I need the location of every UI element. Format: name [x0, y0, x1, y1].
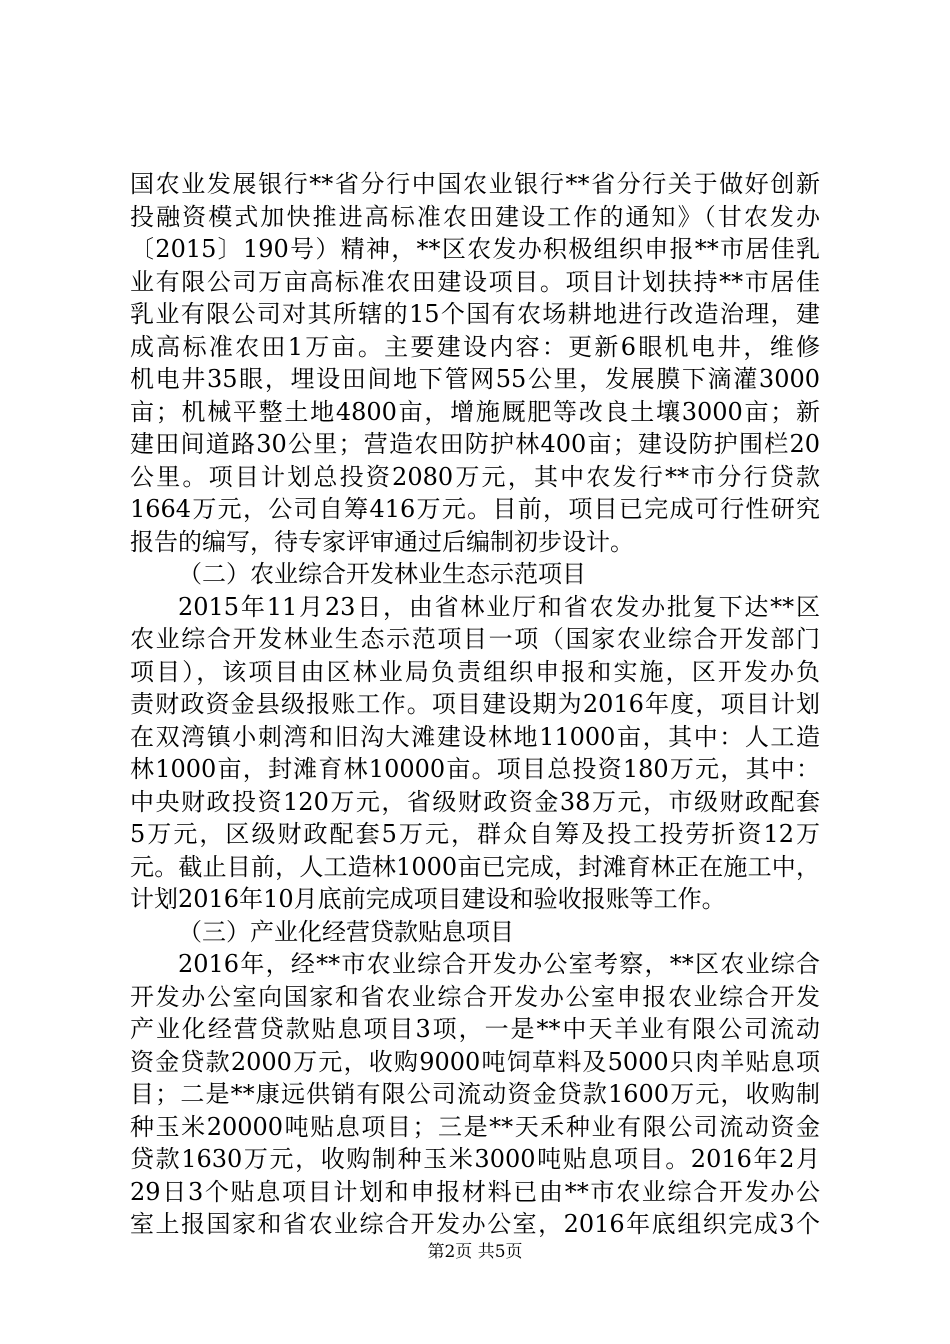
text-line: 报告的编写，待专家评审通过后编制初步设计。: [130, 527, 634, 556]
text-line: 2016年，经**市农业综合开发办公室考察，**区农业综合: [178, 950, 820, 978]
text-line: 2015年11月23日，由省林业厅和省农发办批复下达**区: [178, 592, 820, 621]
text-line: 机电井35眼，埋设田间地下管网55公里，发展膜下滴灌3000: [130, 365, 820, 393]
text-line: 产业化经营贷款贴息项目3项，一是**中天羊业有限公司流动: [130, 1015, 820, 1043]
text-line: 建田间道路30公里；营造农田防护林400亩；建设防护围栏20: [130, 430, 820, 458]
text-line: 5万元，区级财政配套5万元，群众自筹及投工投劳折资12万: [130, 820, 820, 848]
text-line: 亩；机械平整土地4800亩，增施厩肥等改良土壤3000亩；新: [130, 397, 820, 426]
text-line: 责财政资金县级报账工作。项目建设期为2016年度，项目计划: [130, 690, 820, 718]
text-line: 元。截止目前，人工造林1000亩已完成，封滩育林正在施工中，: [130, 852, 820, 881]
text-line: 农业综合开发林业生态示范项目一项（国家农业综合开发部门: [130, 625, 820, 653]
text-line: 目；二是**康远供销有限公司流动资金贷款1600万元，收购制: [130, 1080, 820, 1108]
text-line: 〔2015〕190号）精神，**区农发办积极组织申报**市居佳乳: [130, 235, 820, 263]
text-line: 计划2016年10月底前完成项目建设和验收报账等工作。: [130, 885, 726, 913]
document-body: [130, 168, 820, 1241]
text-line: 公里。项目计划总投资2080万元，其中农发行**市分行贷款: [130, 462, 820, 491]
text-line: 国农业发展银行**省分行中国农业银行**省分行关于做好创新: [130, 170, 820, 198]
text-line: 29日3个贴息项目计划和申报材料已由**市农业综合开发办公: [130, 1177, 820, 1206]
text-line: （三）产业化经营贷款贴息项目: [178, 917, 514, 946]
text-line: 业有限公司万亩高标准农田建设项目。项目计划扶持**市居佳: [130, 267, 820, 296]
text-line: （二）农业综合开发林业生态示范项目: [178, 560, 586, 588]
text-line: 室上报国家和省农业综合开发办公室，2016年底组织完成3个: [130, 1210, 820, 1238]
text-line: 成高标准农田1万亩。主要建设内容：更新6眼机电井，维修: [130, 332, 820, 361]
text-line: 种玉米20000吨贴息项目；三是**天禾种业有限公司流动资金: [130, 1112, 820, 1141]
text-line: 在双湾镇小刺湾和旧沟大滩建设林地11000亩，其中：人工造: [130, 722, 820, 751]
page-footer: 第2页 共5页: [427, 1242, 523, 1262]
text-line: 项目），该项目由区林业局负责组织申报和实施，区开发办负: [130, 657, 820, 686]
text-line: 1664万元，公司自筹416万元。目前，项目已完成可行性研究: [130, 495, 820, 523]
text-line: 资金贷款2000万元，收购9000吨饲草料及5000只肉羊贴息项: [130, 1047, 820, 1076]
text-line: 投融资模式加快推进高标准农田建设工作的通知》（甘农发办: [130, 202, 820, 231]
text-line: 贷款1630万元，收购制种玉米3000吨贴息项目。2016年2月: [130, 1145, 820, 1173]
text-line: 乳业有限公司对其所辖的15个国有农场耕地进行改造治理，建: [130, 300, 820, 328]
text-line: 开发办公室向国家和省农业综合开发办公室申报农业综合开发: [130, 982, 820, 1011]
text-line: 中央财政投资120万元，省级财政资金38万元，市级财政配套: [130, 787, 820, 816]
text-line: 林1000亩，封滩育林10000亩。项目总投资180万元，其中：: [130, 755, 820, 783]
